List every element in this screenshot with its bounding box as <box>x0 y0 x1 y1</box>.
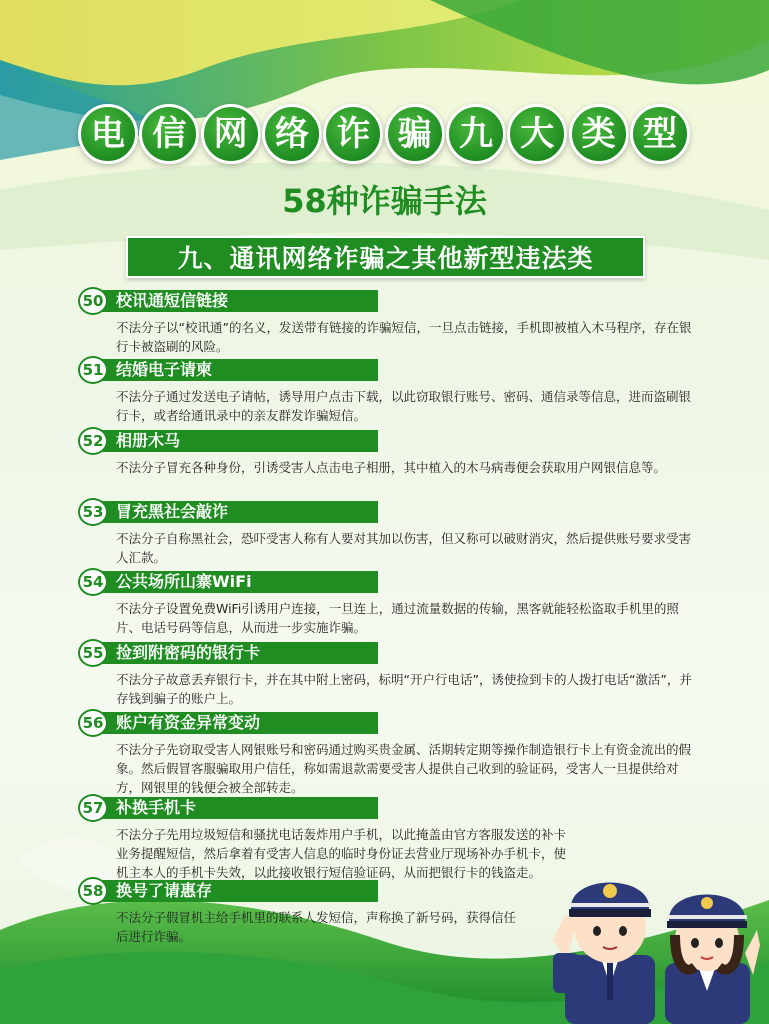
list-item <box>78 569 708 637</box>
item-header <box>78 640 708 666</box>
list-item <box>78 710 708 797</box>
item-number-badge: 52 <box>78 427 108 455</box>
item-title: 结婚电子请柬 <box>116 360 213 379</box>
item-number-badge: 55 <box>78 639 108 667</box>
item-number-badge: 53 <box>78 498 108 526</box>
list-item <box>78 428 708 477</box>
title-char: 诈 <box>323 104 383 164</box>
list-item <box>78 288 708 356</box>
item-description: 不法分子先窃取受害人网银账号和密码通过购买贵金属、活期转定期等操作制造银行卡上有资金流出的假象。然后假冒客服骗取用户信任，称如需退款需要受害人提供自己收到的验证码，受害人一旦提供给对方，网银里的钱便会被全部转走。 <box>116 742 692 795</box>
item-title: 校讯通短信链接 <box>116 291 229 310</box>
section-heading: 九、通讯网络诈骗之其他新型违法类 <box>126 236 645 278</box>
item-number-badge: 54 <box>78 568 108 596</box>
item-description: 不法分子先用垃圾短信和骚扰电话轰炸用户手机，以此掩盖由官方客服发送的补卡业务提醒短信，然后拿着有受害人信息的临时身份证去营业厅现场补办手机卡，使机主本人的手机卡失效，以此接收银行短信验证码，从而把银行卡的钱盗走。 <box>116 827 567 880</box>
police-officer-male <box>553 883 655 1024</box>
poster-title <box>78 104 690 164</box>
subtitle: 58种诈骗手法 <box>282 182 487 220</box>
title-char: 络 <box>262 104 322 164</box>
title-char: 电 <box>78 104 138 164</box>
item-header <box>78 499 708 525</box>
title-char: 型 <box>630 104 690 164</box>
item-title: 相册木马 <box>116 431 181 450</box>
item-header <box>78 428 708 454</box>
item-number-badge: 50 <box>78 287 108 315</box>
list-item <box>78 640 708 708</box>
item-number-badge: 51 <box>78 356 108 384</box>
item-description: 不法分子冒充各种身份，引诱受害人点击电子相册，其中植入的木马病毒便会获取用户网银信息等。 <box>116 460 667 475</box>
item-description: 不法分子自称黑社会，恐吓受害人称有人要对其加以伤害，但又称可以破财消灾，然后提供账号要求受害人汇款。 <box>116 531 692 565</box>
item-header <box>78 569 708 595</box>
item-title: 公共场所山寨WiFi <box>116 572 252 591</box>
police-mascots-illustration <box>545 835 760 1024</box>
item-description: 不法分子通过发送电子请帖，诱导用户点击下载，以此窃取银行账号、密码、通信录等信息，进而盗刷银行卡，或者给通讯录中的亲友群发诈骗短信。 <box>116 389 692 423</box>
title-char: 类 <box>569 104 629 164</box>
item-header <box>78 357 708 383</box>
item-title: 捡到附密码的银行卡 <box>116 643 261 662</box>
title-char: 九 <box>446 104 506 164</box>
item-title: 冒充黑社会敲诈 <box>116 502 229 521</box>
police-officer-female <box>665 895 760 1024</box>
title-char: 网 <box>201 104 261 164</box>
item-header <box>78 288 708 314</box>
item-title: 换号了请惠存 <box>116 881 213 900</box>
item-number-badge: 58 <box>78 877 108 905</box>
title-char: 信 <box>139 104 199 164</box>
item-description: 不法分子故意丢弃银行卡，并在其中附上密码，标明“开户行电话”，诱使捡到卡的人拨打电话“激活”，并存钱到骗子的账户上。 <box>116 672 692 706</box>
item-description: 不法分子以“校讯通”的名义，发送带有链接的诈骗短信，一旦点击链接，手机即被植入木马程序，存在银行卡被盗刷的风险。 <box>116 320 692 354</box>
item-title: 账户有资金异常变动 <box>116 713 261 732</box>
item-header <box>78 710 708 736</box>
item-number-badge: 56 <box>78 709 108 737</box>
item-description: 不法分子假冒机主给手机里的联系人发短信，声称换了新号码，获得信任后进行诈骗。 <box>116 910 517 944</box>
title-char: 大 <box>507 104 567 164</box>
item-description: 不法分子设置免费WiFi引诱用户连接，一旦连上，通过流量数据的传输，黑客就能轻松盗取手机里的照片、电话号码等信息，从而进一步实施诈骗。 <box>116 601 679 635</box>
list-item <box>78 499 708 567</box>
item-header <box>78 795 708 821</box>
item-number-badge: 57 <box>78 794 108 822</box>
list-item <box>78 357 708 425</box>
item-title: 补换手机卡 <box>116 798 197 817</box>
title-char: 骗 <box>385 104 445 164</box>
